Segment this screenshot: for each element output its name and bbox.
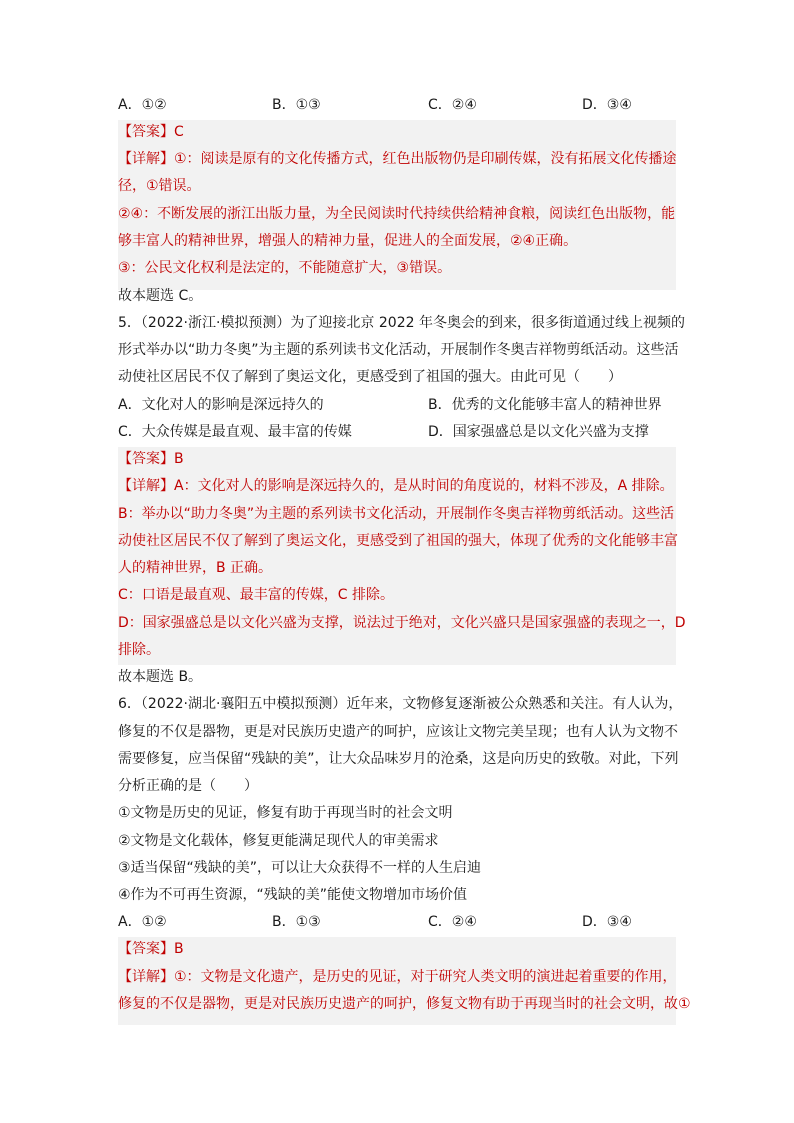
detail-tag: 【详解】 — [118, 969, 174, 985]
q4-option-b: B．①③ — [272, 97, 321, 113]
answer-tag: 【答案】 — [118, 941, 174, 957]
q5-option-b: B．优秀的文化能够丰富人的精神世界 — [428, 397, 662, 413]
q6-stem-line-3: 需要修复，应当保留“残缺的美”，让大众品味岁月的沧桑，这是向历史的致敬。对此，下列 — [118, 751, 679, 767]
q5-option-c: C．大众传媒是最直观、最丰富的传媒 — [118, 424, 352, 440]
q6-option-a: A．①② — [118, 914, 167, 930]
q4-answer — [118, 122, 184, 142]
q5-detail-line-3: 动使社区居民不仅了解到了奥运文化，更感受到了祖国的强大，体现了优秀的文化能够丰富 — [118, 533, 678, 549]
q5-option-a: A．文化对人的影响是深远持久的 — [118, 397, 324, 413]
q6-detail-line-2: 修复的不仅是器物，更是对民族历史遗产的呵护，修复文物有助于再现当时的社会文明，故① — [118, 996, 691, 1012]
q5-detail-line-5: C：口语是最直观、最丰富的传媒，C 排除。 — [118, 587, 394, 603]
answer-tag: 【答案】 — [118, 451, 174, 467]
q5-answer — [118, 449, 184, 469]
q5-detail-line-2: B：举办以“助力冬奥”为主题的系列读书文化活动，开展制作冬奥吉祥物剪纸活动。这些活 — [118, 506, 675, 522]
q4-detail-line-2: 径，①错误。 — [118, 178, 201, 194]
detail-tag: 【详解】 — [118, 151, 174, 167]
q6-option-c: C．②④ — [428, 914, 477, 930]
q5-detail-line-4: 人的精神世界，B 正确。 — [118, 560, 273, 576]
q4-detail-line-3: ②④：不断发展的浙江出版力量，为全民阅读时代持续供给精神食粮，阅读红色出版物，能 — [118, 206, 676, 222]
q5-stem-line-2: 形式举办以“助力冬奥”为主题的系列读书文化活动，开展制作冬奥吉祥物剪纸活动。这些活 — [118, 342, 679, 358]
answer-tag: 【答案】 — [118, 124, 174, 140]
detail-tag: 【详解】 — [118, 478, 174, 494]
q6-option-b: B．①③ — [272, 914, 321, 930]
q4-option-c: C．②④ — [428, 97, 477, 113]
q6-item-4: ④作为不可再生资源，“残缺的美”能使文物增加市场价值 — [118, 887, 468, 903]
answer-value: B — [174, 451, 184, 467]
q5-stem-line-1: 5．（2022·浙江·模拟预测）为了迎接北京 2022 年冬奥会的到来，很多街道通过线上视频的 — [118, 315, 685, 331]
q4-option-d: D．③④ — [582, 97, 632, 113]
q4-conclusion: 故本题选 C。 — [118, 288, 203, 304]
q5-detail-line-6: D：国家强盛总是以文化兴盛为支撑，说法过于绝对，文化兴盛只是国家强盛的表现之一，D — [118, 615, 686, 631]
q6-option-d: D．③④ — [582, 914, 632, 930]
q6-stem-line-4: 分析正确的是（ ） — [118, 778, 258, 794]
answer-value: C — [174, 124, 184, 140]
q4-detail-line-4: 够丰富人的精神世界，增强人的精神力量，促进人的全面发展，②④正确。 — [118, 233, 578, 249]
q6-detail-line-1: 【详解】①：文物是文化遗产，是历史的见证，对于研究人类文明的演进起着重要的作用， — [118, 969, 677, 985]
q5-option-d: D．国家强盛总是以文化兴盛为支撑 — [428, 424, 649, 440]
q5-stem-line-3: 动使社区居民不仅了解到了奥运文化，更感受到了祖国的强大。由此可见（ ） — [118, 369, 622, 385]
q6-item-2: ②文物是文化载体，修复更能满足现代人的审美需求 — [118, 833, 439, 849]
q4-option-a: A．①② — [118, 97, 167, 113]
q6-stem-line-2: 修复的不仅是器物，更是对民族历史遗产的呵护，应该让文物完美呈现；也有人认为文物不 — [118, 724, 678, 740]
q6-item-1: ①文物是历史的见证，修复有助于再现当时的社会文明 — [118, 805, 453, 821]
q5-detail-line-7: 排除。 — [118, 642, 160, 658]
q6-answer — [118, 939, 184, 959]
q5-detail-line-1: 【详解】A：文化对人的影响是深远持久的，是从时间的角度说的，材料不涉及，A 排除。 — [118, 478, 674, 494]
q5-conclusion: 故本题选 B。 — [118, 669, 203, 685]
q4-detail-line-1: 【详解】①：阅读是原有的文化传播方式，红色出版物仍是印刷传媒，没有拓展文化传播途 — [118, 151, 677, 167]
q6-stem-line-1: 6．（2022·湖北·襄阳五中模拟预测）近年来，文物修复逐渐被公众熟悉和关注。有人认为， — [118, 696, 683, 712]
q4-detail-line-5: ③：公民文化权利是法定的，不能随意扩大，③错误。 — [118, 260, 452, 276]
answer-value: B — [174, 941, 184, 957]
q6-item-3: ③适当保留“残缺的美”，可以让大众获得不一样的人生启迪 — [118, 860, 482, 876]
